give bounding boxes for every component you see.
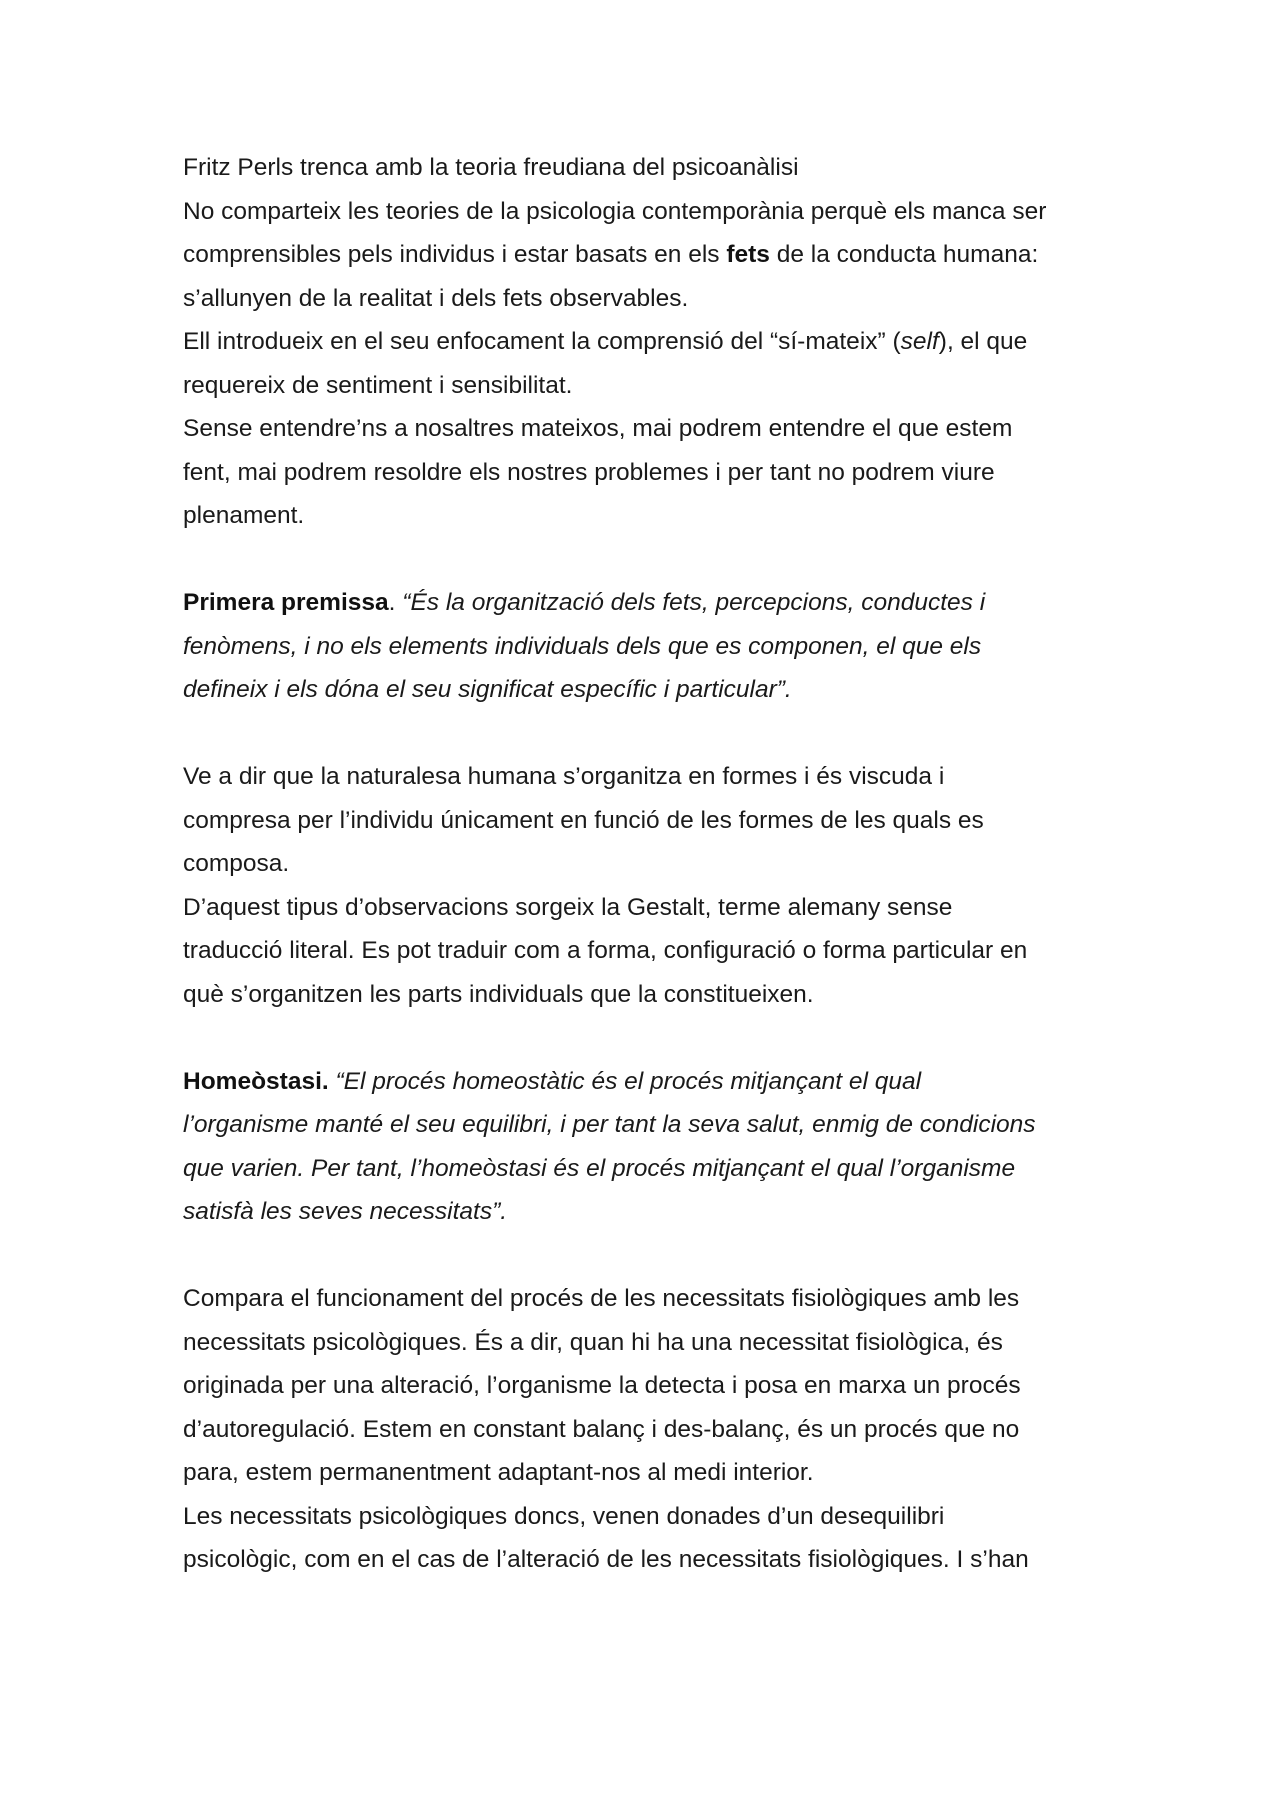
text-line bbox=[183, 364, 1113, 408]
italic-text: satisfà les seves necessitats”. bbox=[183, 1198, 508, 1225]
text-run: s’allunyen de la realitat i dels fets observables. bbox=[183, 284, 689, 312]
text-run: comprensibles pels individus i estar basats en els bbox=[183, 241, 727, 268]
text-run: fent, mai podrem resoldre els nostres problemes i per tant no podrem viure bbox=[183, 458, 995, 486]
text-run: de la conducta humana: bbox=[769, 241, 1039, 268]
text-line bbox=[183, 190, 1113, 234]
italic-text: “El procés homeostàtic és el procés mitjançant el qual bbox=[335, 1067, 922, 1095]
text-line bbox=[183, 494, 1113, 538]
text-line bbox=[183, 625, 1113, 669]
text-line bbox=[183, 755, 1113, 799]
text-line bbox=[183, 1451, 1113, 1495]
text-line bbox=[183, 886, 1113, 930]
text-line bbox=[183, 451, 1113, 495]
italic-text: l’organisme manté el seu equilibri, i per tant la seva salut, enmig de condicions bbox=[183, 1111, 1036, 1138]
text-line bbox=[183, 277, 1113, 321]
text-run: d’autoregulació. Estem en constant balanç i des-balanç, és un procés que no bbox=[183, 1415, 1020, 1443]
text-line bbox=[183, 581, 1113, 625]
text-line bbox=[183, 668, 1113, 712]
text-line bbox=[183, 407, 1113, 451]
text-run: requereix de sentiment i sensibilitat. bbox=[183, 371, 573, 399]
paragraph-gap bbox=[183, 538, 1113, 582]
text-run: composa. bbox=[183, 850, 290, 877]
text-run: Fritz Perls trenca amb la teoria freudiana del psicoanàlisi bbox=[183, 154, 799, 181]
text-line bbox=[183, 233, 1113, 277]
paragraph-gap bbox=[183, 1016, 1113, 1060]
text-run: què s’organitzen les parts individuals que la constitueixen. bbox=[183, 980, 814, 1008]
text-line bbox=[183, 1321, 1113, 1365]
text-run: Ve a dir que la naturalesa humana s’organitza en formes i és viscuda i bbox=[183, 763, 945, 790]
text-line bbox=[183, 799, 1113, 843]
text-run bbox=[329, 1068, 336, 1095]
text-line bbox=[183, 1060, 1113, 1104]
text-run: compresa per l’individu únicament en funció de les formes de les quals es bbox=[183, 806, 984, 834]
text-run: No comparteix les teories de la psicologia contemporània perquè els manca ser bbox=[183, 197, 1047, 225]
text-line bbox=[183, 973, 1113, 1017]
bold-text: fets bbox=[726, 241, 770, 268]
text-line bbox=[183, 1364, 1113, 1408]
text-run: Sense entendre’ns a nosaltres mateixos, mai podrem entendre el que estem bbox=[183, 415, 1013, 442]
text-line bbox=[183, 1495, 1113, 1539]
text-run: traducció literal. Es pot traduir com a forma, configuració o forma particular en bbox=[183, 937, 1028, 964]
bold-text: Primera premissa bbox=[183, 589, 389, 616]
text-run: Compara el funcionament del procés de les necessitats fisiològiques amb les bbox=[183, 1285, 1020, 1312]
text-run: originada per una alteració, l’organisme la detecta i posa en marxa un procés bbox=[183, 1372, 1021, 1399]
text-line bbox=[183, 1408, 1113, 1452]
paragraph-gap bbox=[183, 1234, 1113, 1278]
text-line bbox=[183, 929, 1113, 973]
text-run: plenament. bbox=[183, 502, 305, 529]
paragraph-gap bbox=[183, 712, 1113, 756]
document-body bbox=[183, 146, 1113, 1582]
text-line bbox=[183, 1147, 1113, 1191]
text-run: psicològic, com en el cas de l’alteració de les necessitats fisiològiques. I s’han bbox=[183, 1546, 1029, 1573]
italic-text: “És la organització dels fets, percepcions, conductes i bbox=[402, 589, 986, 616]
text-run: Ell introdueix en el seu enfocament la comprensió del “sí-mateix” ( bbox=[183, 328, 901, 355]
text-run: ), el que bbox=[938, 328, 1028, 355]
italic-text: self bbox=[900, 328, 939, 355]
text-run: necessitats psicològiques. És a dir, quan hi ha una necessitat fisiològica, és bbox=[183, 1328, 1003, 1356]
text-run: . bbox=[388, 589, 403, 616]
italic-text: defineix i els dóna el seu significat específic i particular”. bbox=[183, 676, 792, 703]
text-run: Les necessitats psicològiques doncs, venen donades d’un desequilibri bbox=[183, 1502, 945, 1530]
text-line bbox=[183, 146, 1113, 190]
italic-text: fenòmens, i no els elements individuals dels que es componen, el que els bbox=[183, 632, 982, 660]
italic-text: que varien. Per tant, l’homeòstasi és el procés mitjançant el qual l’organisme bbox=[183, 1154, 1016, 1182]
bold-text: Homeòstasi. bbox=[183, 1067, 329, 1095]
text-run: para, estem permanentment adaptant-nos al medi interior. bbox=[183, 1459, 814, 1486]
text-line bbox=[183, 1103, 1113, 1147]
text-line bbox=[183, 1277, 1113, 1321]
text-line bbox=[183, 320, 1113, 364]
text-line bbox=[183, 1190, 1113, 1234]
text-line bbox=[183, 1538, 1113, 1582]
text-line bbox=[183, 842, 1113, 886]
text-run: D’aquest tipus d’observacions sorgeix la Gestalt, terme alemany sense bbox=[183, 893, 953, 921]
